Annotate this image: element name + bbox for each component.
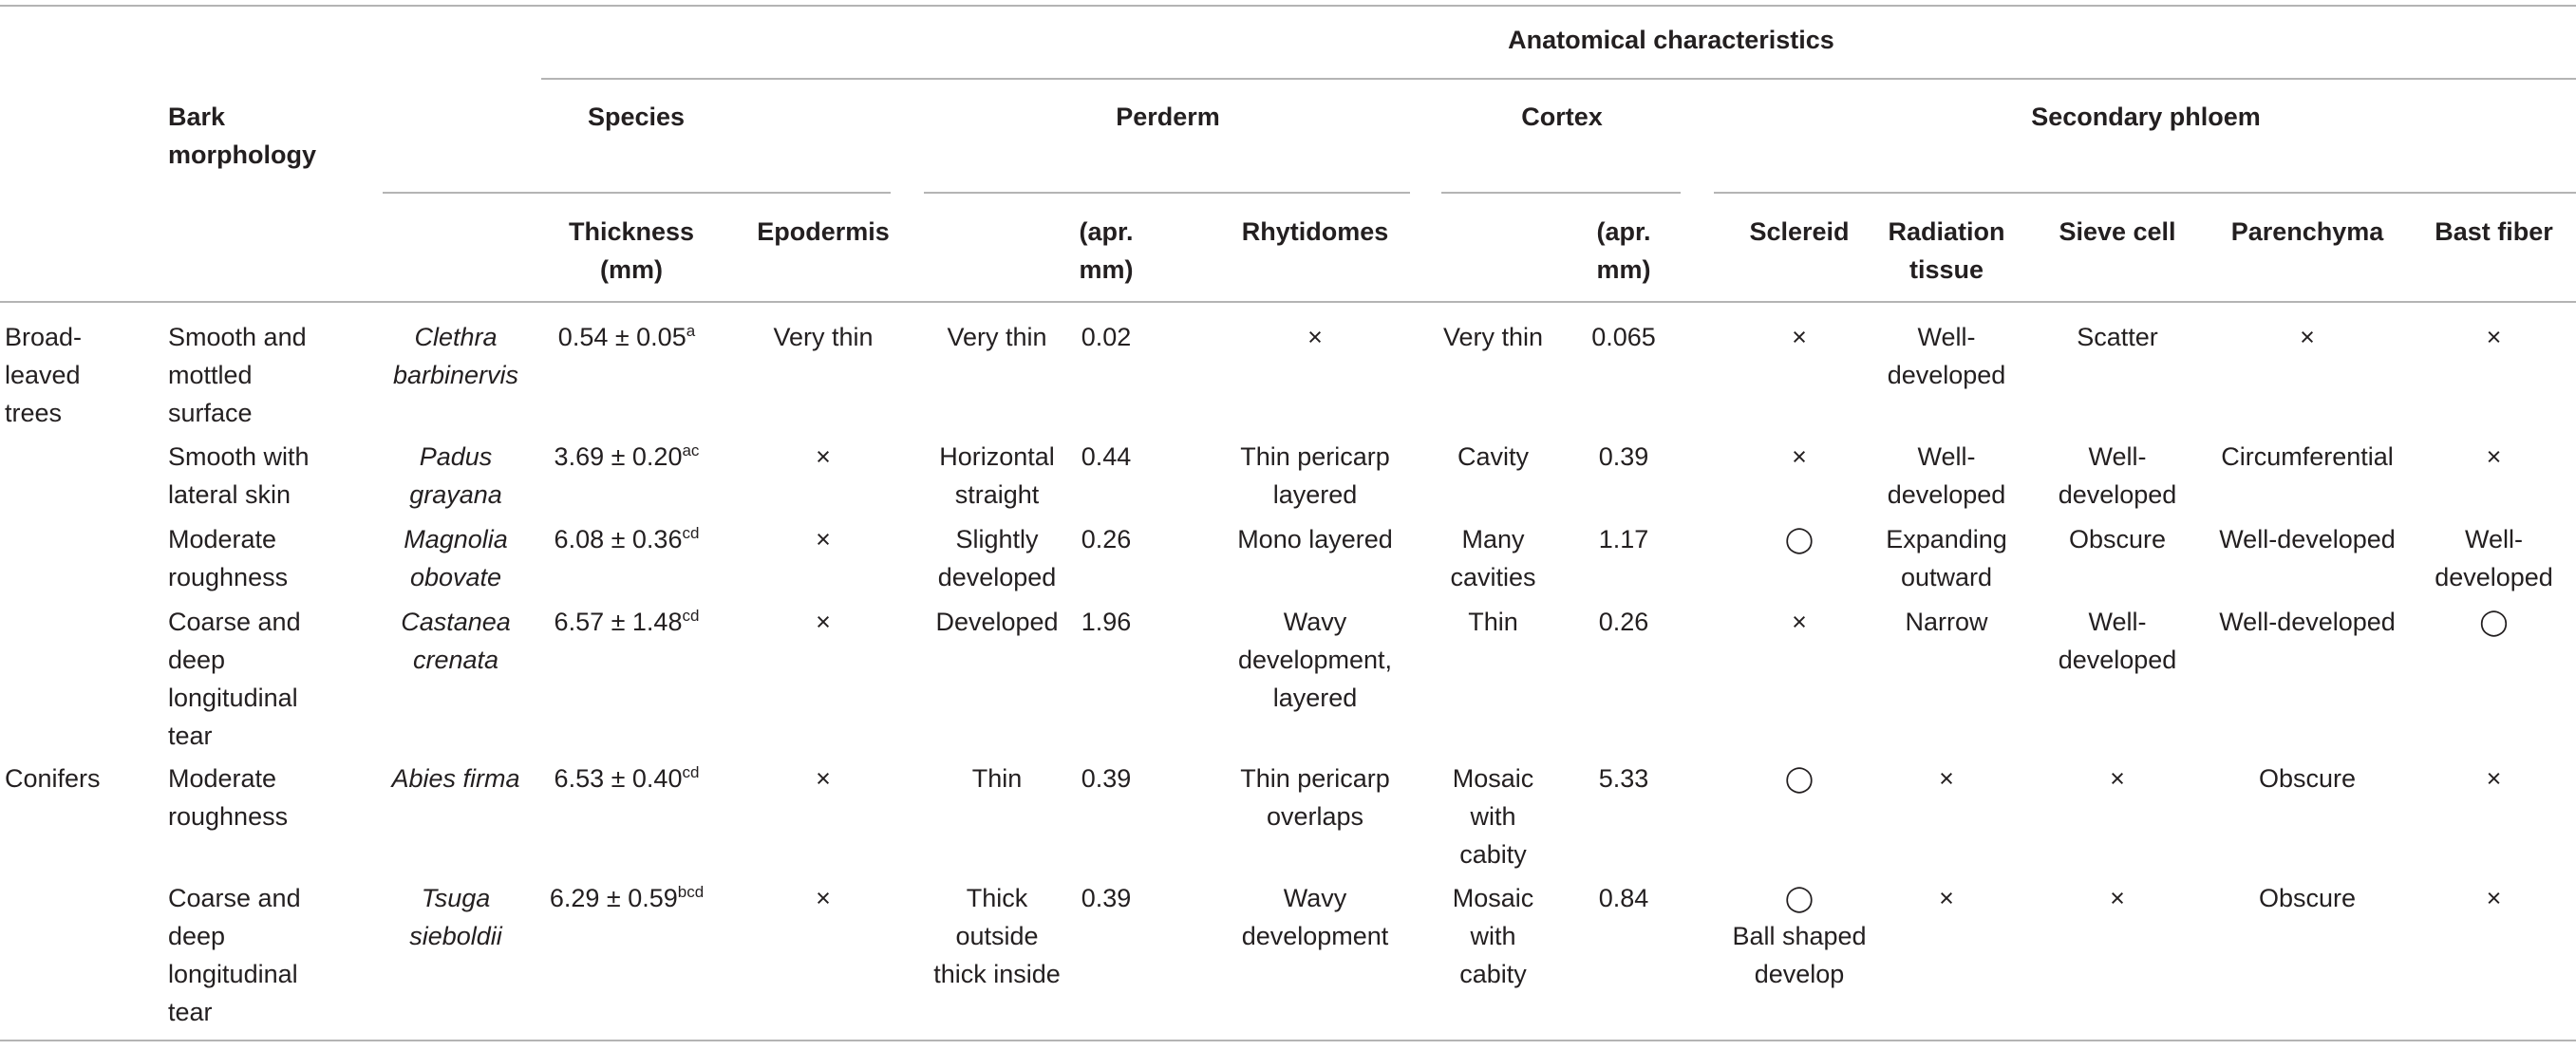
sclereid-cell: ◯ Ball shaped develop [1732,884,1867,988]
cortex-apr-header: (apr. mm) [1596,217,1651,284]
bast-fiber-cell: × [2486,323,2502,351]
species-cell: Clethra barbinervis [392,323,519,389]
thickness-cell [517,603,736,641]
sclereid-cell: ◯ [1784,764,1814,793]
parenchyma-cell: Obscure [2258,764,2357,793]
species-cell: Magnolia obovate [404,525,508,591]
epodermis-cell: × [816,442,831,471]
thickness-cell [517,879,736,917]
sieve-cell-cell: Scatter [2077,323,2158,351]
significance-letters: bcd [677,883,705,901]
group-broadleaved: Broad- leaved trees [5,323,83,427]
rhytidomes-cell: Wavy development, layered [1237,608,1393,712]
bast-header: Bast fiber [2435,217,2553,246]
epodermis-cell: × [816,608,831,636]
sieve-cell-cell: Well- developed [2058,442,2177,509]
epodermis-header: Epodermis [757,217,890,246]
cortex-apr-cell: 0.065 [1591,323,1656,351]
perderm-cell: Thin [971,764,1023,793]
cortex-cell: Cavity [1457,442,1529,471]
cortex-cell: Mosaic with cabity [1452,884,1534,988]
bast-fiber-cell: × [2486,764,2502,793]
significance-letters: ac [682,441,700,459]
significance-letters: cd [682,524,700,542]
parenchyma-cell: Obscure [2258,884,2357,912]
cortex-apr-cell: 0.26 [1598,608,1649,636]
thickness-value: 6.29 ± 0.59 [549,884,678,912]
parenchyma-cell: Well-developed [2219,608,2396,636]
rhytidomes-cell: Mono layered [1237,525,1393,553]
epodermis-cell: × [816,884,831,912]
parenchyma-header: Parenchyma [2230,217,2384,246]
species-cell: Padus grayana [409,442,502,509]
cortex-header: Cortex [1521,103,1603,131]
sclereid-cell: × [1792,608,1807,636]
cortex-cell: Mosaic with cabity [1452,764,1534,869]
thickness-value: 3.69 ± 0.20 [554,442,683,471]
perderm-cell: Thick outside thick inside [933,884,1061,988]
perderm-header: Perderm [1116,103,1220,131]
anatomical-header: Anatomical characteristics [1508,26,1834,54]
anatomical-underline [541,78,2576,80]
rhytidomes-cell: Thin pericarp overlaps [1240,764,1390,831]
perderm-underline [924,192,1410,194]
bark-morphology-cell: Moderate roughness [168,764,289,831]
parenchyma-cell: × [2300,323,2315,351]
significance-letters: cd [682,763,700,781]
sieve-cell-cell: × [2110,884,2125,912]
species-cell: Abies firma [391,764,520,793]
bast-fiber-cell: ◯ [2479,608,2509,636]
cortex-apr-cell: 0.84 [1598,884,1649,912]
epodermis-cell: × [816,764,831,793]
sieve-cell-cell: Well- developed [2058,608,2177,674]
bast-fiber-cell: Well- developed [2435,525,2553,591]
table-bottom-rule [0,1040,2576,1041]
table-top-rule [0,5,2576,7]
sclereid-header: Sclereid [1749,217,1850,246]
thickness-cell [517,438,736,476]
sclereid-cell: ◯ [1784,525,1814,553]
rhytidomes-cell: Wavy development [1241,884,1389,950]
thickness-value: 0.54 ± 0.05 [557,323,686,351]
perderm-apr-cell: 0.26 [1081,525,1132,553]
perderm-cell: Horizontal straight [939,442,1055,509]
sieve-cell-cell: × [2110,764,2125,793]
bark-morphology-cell: Coarse and deep longitudinal tear [168,608,301,750]
radiation-cell: Narrow [1905,608,1988,636]
perderm-apr-cell: 0.02 [1081,323,1132,351]
perderm-cell: Very thin [947,323,1047,351]
species-cell: Tsuga sieboldii [409,884,502,950]
rhytidomes-cell: × [1307,323,1323,351]
perderm-cell: Developed [935,608,1059,636]
bark-morphology-cell: Coarse and deep longitudinal tear [168,884,301,1026]
perderm-apr-cell: 0.39 [1081,764,1132,793]
thickness-value: 6.53 ± 0.40 [554,764,683,793]
cortex-apr-cell: 1.17 [1598,525,1649,553]
thickness-value: 6.08 ± 0.36 [554,525,683,553]
thickness-cell [517,318,736,356]
cortex-cell: Thin [1468,608,1518,636]
perderm-apr-header: (apr. mm) [1079,217,1134,284]
cortex-cell: Many cavities [1450,525,1536,591]
bark-morphology-cell: Smooth and mottled surface [168,323,307,427]
bast-fiber-cell: × [2486,442,2502,471]
species-header: Species [587,103,686,131]
significance-letters: cd [682,607,700,625]
parenchyma-cell: Circumferential [2221,442,2394,471]
thickness-cell [517,759,736,797]
perderm-apr-cell: 1.96 [1081,608,1132,636]
perderm-apr-cell: 0.39 [1081,884,1132,912]
sclereid-cell: × [1792,323,1807,351]
radiation-cell: Well- developed [1887,442,2006,509]
thickness-value: 6.57 ± 1.48 [554,608,683,636]
cortex-cell: Very thin [1442,323,1544,351]
phloem-underline [1714,192,2576,194]
radiation-cell: Expanding outward [1886,525,2007,591]
cortex-apr-cell: 5.33 [1598,764,1649,793]
bark-morphology-header: Bark morphology [168,103,316,169]
epodermis-cell: × [816,525,831,553]
secondary-phloem-header: Secondary phloem [2031,103,2261,131]
epodermis-cell: Very thin [773,323,874,351]
sieve-cell-cell: Obscure [2068,525,2167,553]
radiation-cell: Well- developed [1887,323,2006,389]
rhytidomes-cell: Thin pericarp layered [1240,442,1390,509]
group-conifers: Conifers [5,764,101,793]
perderm-apr-cell: 0.44 [1081,442,1132,471]
bark-morphology-cell: Smooth with lateral skin [168,442,310,509]
species-underline [383,192,891,194]
thickness-cell [517,520,736,558]
cortex-apr-cell: 0.39 [1598,442,1649,471]
species-cell: Castanea crenata [401,608,511,674]
bark-morphology-cell: Moderate roughness [168,525,289,591]
radiation-header: Radiation tissue [1888,217,2005,284]
bast-fiber-cell: × [2486,884,2502,912]
radiation-cell: × [1939,884,1954,912]
header-bottom-rule [0,301,2576,303]
sclereid-cell: × [1792,442,1807,471]
radiation-cell: × [1939,764,1954,793]
parenchyma-cell: Well-developed [2219,525,2396,553]
sieve-header: Sieve cell [2059,217,2176,246]
rhytidomes-header: Rhytidomes [1241,217,1389,246]
significance-letters: a [686,322,696,340]
perderm-cell: Slightly developed [937,525,1057,591]
thickness-header: Thickness (mm) [568,217,695,284]
cortex-underline [1441,192,1681,194]
